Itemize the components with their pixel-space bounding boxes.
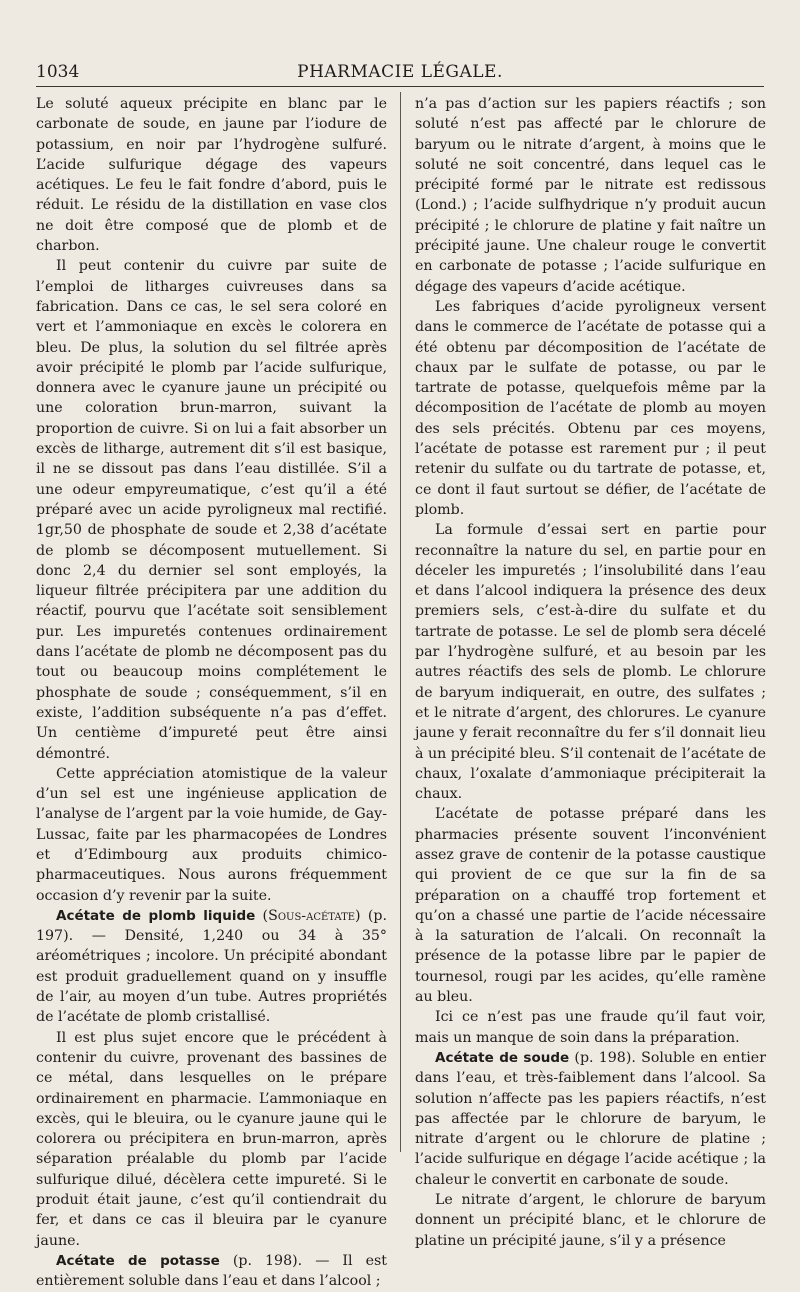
paragraph: Les fabriques d’acide pyroligneux versent dans le commerce de l’acétate de potasse qui a été obtenu par décomposition de l’acétate de chaux par le sulfate de potasse, ou par le tartrate de potasse, quelquefois même par la décomposition de l’acétate de plomb au moyen des sels précités. Obtenu par ces moyens, l’acétate de potasse est rarement pur ; il peut retenir du sulfate ou du tartrate de potasse, et, ce dont il faut surtout se défier, de l’acétate de plomb.	[415, 298, 766, 518]
running-header	[36, 62, 764, 87]
paragraph: Ici ce n’est pas une fraude qu’il faut voir, mais un manque de soin dans la préparation.	[415, 1009, 766, 1046]
entry-paragraph	[415, 1048, 766, 1190]
paragraph: n’a pas d’action sur les papiers réactifs ; son soluté n’est pas affecté par le chlorure de baryum ou le nitrate d’argent, à moins que le soluté ne soit concentré, dans lequel cas le précipité formé par le nitrate est redissous (Lond.) ; l’acide sulfhydrique n’y produit aucun précipité ; le chlorure de platine y fait naître un précipité jaune. Une chaleur rouge le convertit en carbonate de potasse ; l’acide sulfurique en dégage des vapeurs d’acide acétique.	[415, 96, 766, 295]
paragraph: Le soluté aqueux précipite en blanc par le carbonate de soude, en jaune par l’iodure de potassium, en noir par l’hydrogène sulfuré. L’acide sulfurique dégage des vapeurs acétiques. Le feu le fait fondre d’abord, puis le réduit. Le résidu de la distillation en vase clos ne doit être composé que de plomb et de charbon.	[36, 96, 387, 255]
entry-paragraph	[36, 1251, 387, 1292]
paragraph: Il est plus sujet encore que le précédent à contenir du cuivre, provenant des bassines de ce métal, dans lesquelles on le prépare ordinairement en pharmacie. L’ammoniaque en excès, qui le bleuira, ou le cyanure jaune qui le colorera ou précipitera en brun-marron, après séparation préalable du plomb par l’acide sulfurique dilué, décèlera cette impureté. Si le produit était jaune, c’est qu’il contiendrait du fer, et dans ce cas il bleuira par le cyanure jaune.	[36, 1029, 387, 1249]
entry-heading: Acétate de plomb liquide	[56, 907, 256, 924]
entry-heading: Acétate de soude	[435, 1049, 570, 1066]
entry-text: (p. 197). — Densité, 1,240 ou 34 à 35° aréométriques ; incolore. Un précipité abondant est produit graduellement quand on y insuffle de l’air, au moyen d’un tube. Autres propriétés de l’acétate de plomb cristallisé.	[36, 907, 388, 1026]
paragraph: Il peut contenir du cuivre par suite de l’emploi de litharges cuivreuses dans sa fabrication. Dans ce cas, le sel sera coloré en vert et l’ammoniaque en excès le colorera en bleu. De plus, la solution du sel filtrée après avoir précipité le plomb par l’acide sulfurique, donnera avec le cyanure jaune un précipité ou une coloration brun-marron, suivant la proportion de cuivre. Si on lui a fait absorber un excès de litharge, autrement dit s’il est basique, il ne se dissout pas dans l’eau distillée. S’il a une odeur empyreumatique, c’est qu’il a été préparé avec un acide pyroligneux mal rectifié. 1gr,50 de phosphate de soude et 2,38 d’acétate de plomb se décomposent mutuellement. Si donc 2,4 du dernier sel sont employés, la liqueur filtrée précipitera par une addition du réactif, pourvu que l’acétate soit sensiblement pur. Les impuretés contenues ordinairement dans l’acétate de plomb ne décomposent pas du tout ou beaucoup moins complétement le phosphate de soude ; conséquemment, s’il en existe, l’addition subséquente n’a pas d’effet. Un centième d’impureté peut être ainsi démontré.	[36, 258, 387, 762]
page-number: 1034	[36, 62, 80, 82]
running-title: PHARMACIE LÉGALE.	[297, 62, 503, 82]
right-column	[415, 94, 766, 1251]
entry-heading-note: Sous-acétate	[268, 907, 356, 924]
entry-text: (p. 198). — Il est entièrement soluble dans l’eau et dans l’alcool ;	[36, 1252, 388, 1290]
paragraph: Cette appréciation atomistique de la valeur d’un sel est une ingénieuse application de l’analyse de l’argent par la voie humide, de Gay-Lussac, faite par les pharmacopées de Londres et d’Edimbourg aux produits chimico-pharmaceutiques. Nous aurons fréquemment occasion d’y revenir par la suite.	[36, 765, 387, 904]
entry-heading: Acétate de potasse	[56, 1252, 220, 1269]
paragraph: Le nitrate d’argent, le chlorure de baryum donnent un précipité blanc, et le chlorure de platine un précipité jaune, s’il y a présence	[415, 1192, 766, 1249]
paragraph: L’acétate de potasse préparé dans les pharmacies présente souvent l’inconvénient assez grave de contenir de la potasse caustique qui provient de ce que sur la fin de sa préparation on a chauffé trop fortement et qu’on a chassé une partie de l’acide nécessaire à la saturation de l’alcali. On reconnaît la présence de la potasse libre par le papier de tournesol, rougi par les acides, qu’elle ramène au bleu.	[415, 806, 766, 1006]
paragraph: La formule d’essai sert en partie pour reconnaître la nature du sel, en partie pour en déceler les impuretés ; l’insolubilité dans l’eau et dans l’alcool indiquera la présence des deux premiers sels, c’est-à-dire du sulfate et du tartrate de potasse. Le sel de plomb sera décelé par l’hydrogène sulfuré, et au besoin par les autres réactifs des sels de plomb. Le chlorure de baryum indiquerait, en outre, des sulfates ; et le nitrate d’argent, des chlorures. Le cyanure jaune y ferait reconnaître du fer s’il donnait lieu à un précipité bleu. S’il contenait de l’acétate de chaux, l’oxalate d’ammoniaque précipiterait la chaux.	[415, 522, 766, 803]
column-divider	[400, 92, 401, 1152]
left-column	[36, 94, 387, 1292]
entry-paragraph: Acétate de plomb liquide (Sous-acétate) (p. 197). — Densité, 1,240 ou 34 à 35° aréométriques ; incolore. Un précipité abondant est produit graduellement quand on y insuffle de l’air, au moyen d’un tube. Autres propriétés de l’acétate de plomb cristallisé.	[36, 907, 388, 1026]
entry-text: (p. 198). Soluble en entier dans l’eau, et très-faiblement dans l’alcool. Sa solution n’affecte pas les papiers réactifs, n’est pas affectée par le chlorure de baryum, le nitrate d’argent ou le chlorure de platine ; l’acide sulfurique en dégage l’acide acétique ; la chaleur le convertit en carbonate de soude.	[415, 1049, 766, 1188]
